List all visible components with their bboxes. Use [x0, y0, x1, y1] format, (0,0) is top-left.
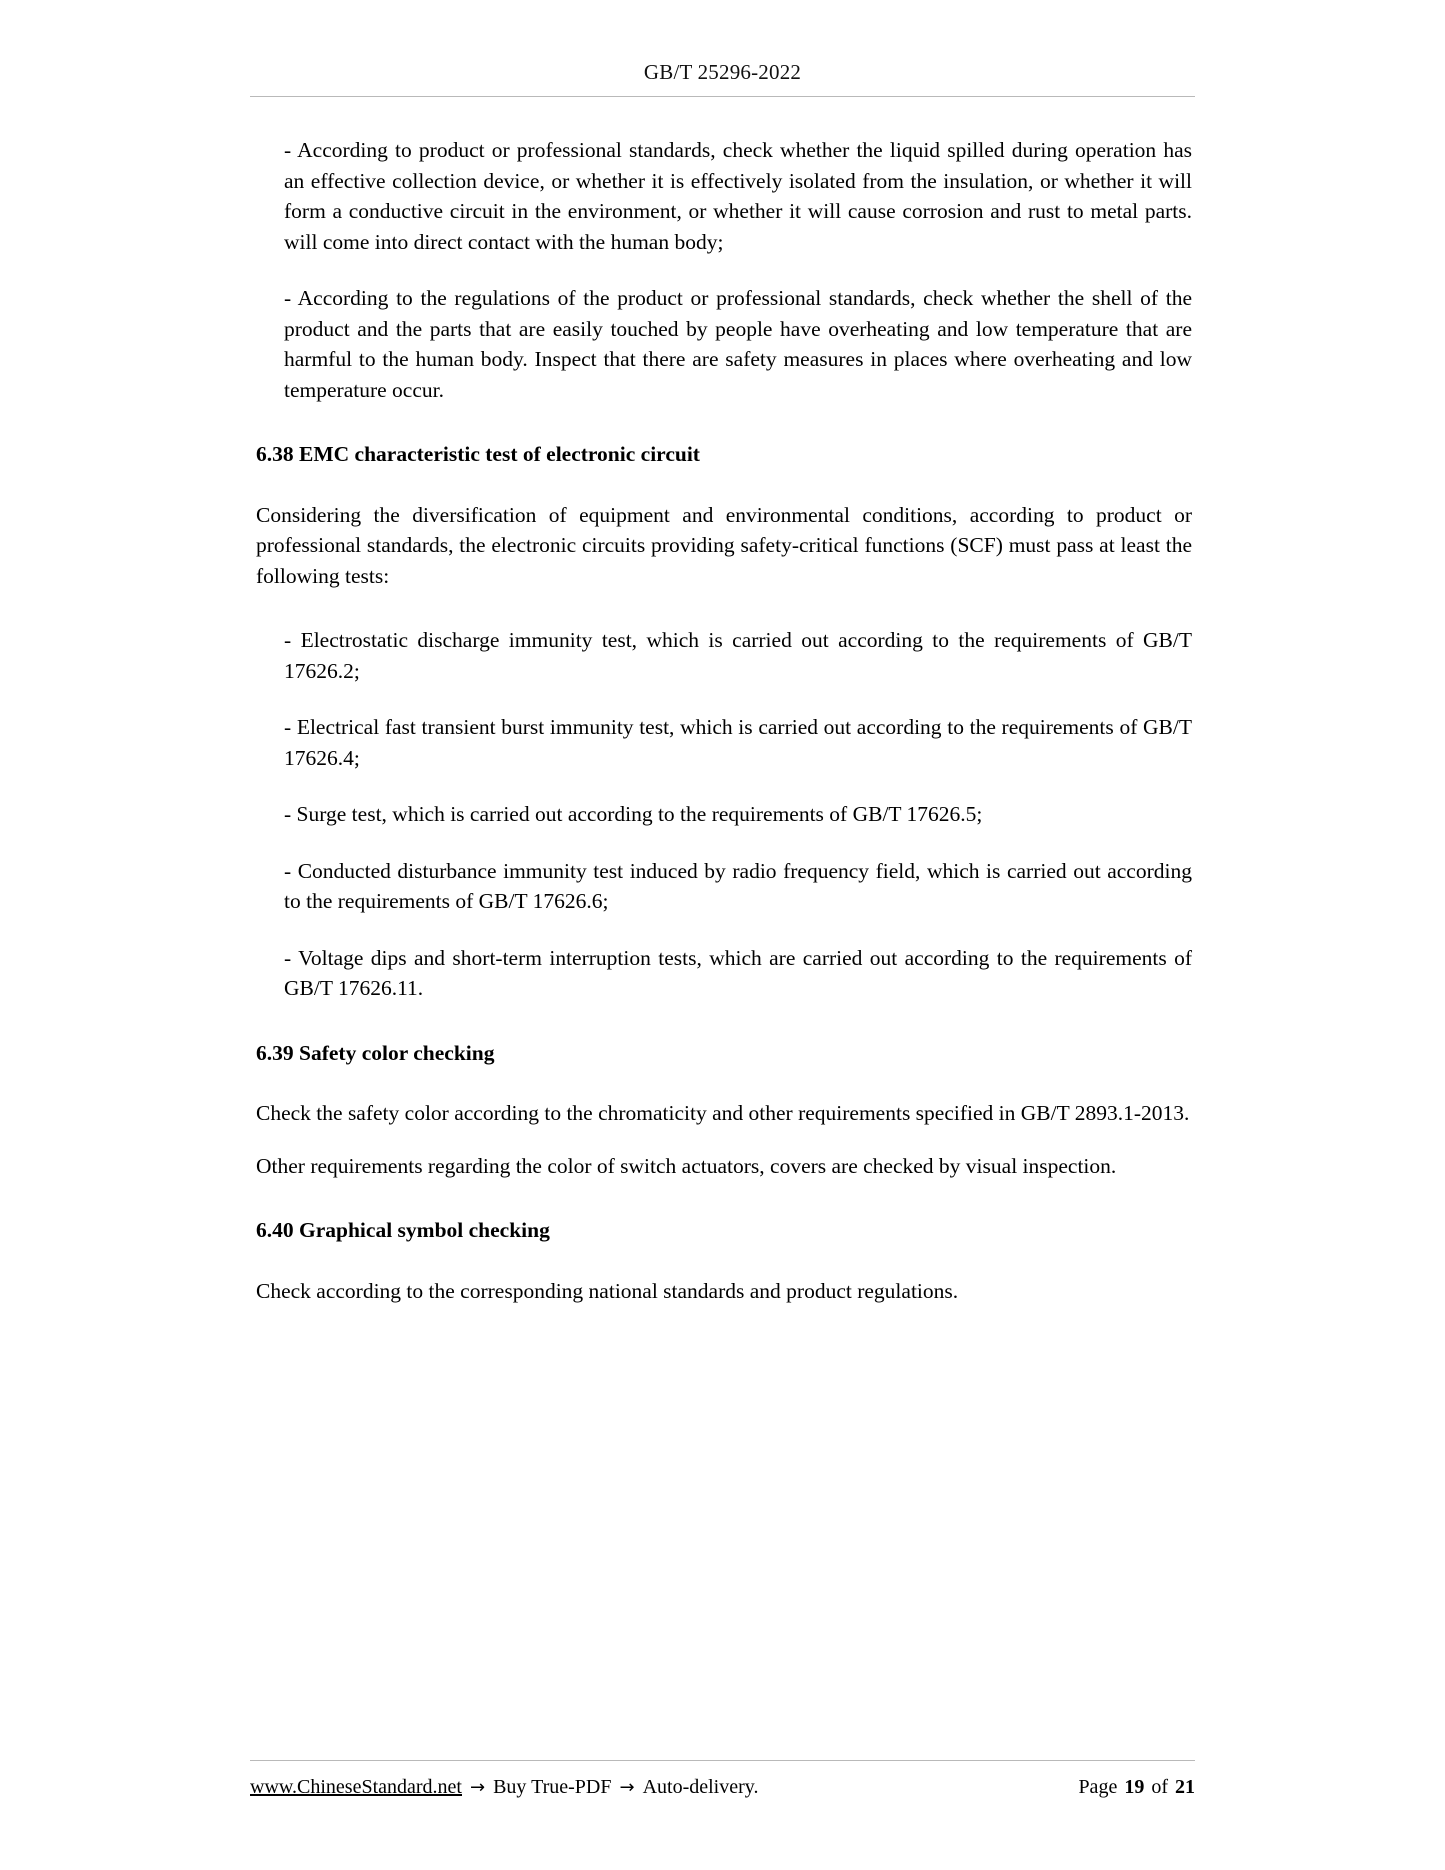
page-footer	[250, 1776, 1195, 1799]
footer-page-label: Page	[1078, 1776, 1118, 1798]
paragraph-safety-color-1: Check the safety color according to the chromaticity and other requirements specified in GB/T 2893.1-2013.	[256, 1101, 1190, 1126]
section-heading-6-39: 6.39 Safety color checking	[256, 1040, 495, 1065]
page-header	[250, 60, 1195, 85]
footer-left-group	[250, 1776, 758, 1799]
paragraph-emc-item-1: - Electrostatic discharge immunity test, which is carried out according to the requirements of GB/T 17626.2;	[284, 628, 1192, 683]
paragraph-graphical-symbol-1: Check according to the corresponding national standards and product regulations.	[256, 1278, 959, 1303]
section-heading-6-38: 6.38 EMC characteristic test of electronic circuit	[256, 442, 700, 467]
paragraph-emc-item-2: - Electrical fast transient burst immunity test, which is carried out according to the requirements of GB/T 17626.4;	[284, 715, 1192, 770]
paragraph-dash-liquid: - According to product or professional standards, check whether the liquid spilled during operation has an effective collection device, or whether it is effectively isolated from the insulation, or whether it will form a conductive circuit in the environment, or whether it will cause corrosion and rust to metal parts. will come into direct contact with the human body;	[284, 138, 1192, 254]
footer-delivery-label: Auto-delivery.	[642, 1776, 759, 1798]
arrow-right-icon-2: →	[619, 1777, 635, 1798]
paragraph-emc-item-5: - Voltage dips and short-term interruption tests, which are carried out according to the requirements of GB/T 17626.11.	[284, 945, 1192, 1001]
page-content	[256, 135, 1192, 1332]
paragraph-safety-color-2: Other requirements regarding the color of switch actuators, covers are checked by visual inspection.	[256, 1153, 1117, 1178]
footer-divider	[250, 1760, 1195, 1761]
footer-buy-label: Buy True-PDF	[493, 1776, 612, 1798]
paragraph-emc-intro: Considering the diversification of equipment and environmental conditions, according to product or professional standards, the electronic circuits providing safety-critical functions (SCF) must pass at least the following tests:	[256, 502, 1192, 588]
paragraph-dash-shell: - According to the regulations of the product or professional standards, check whether the shell of the product and the parts that are easily touched by people have overheating and low temperature that are harmful to the human body. Inspect that there are safety measures in places where overheating and low temperature occur.	[284, 286, 1192, 402]
section-heading-6-40: 6.40 Graphical symbol checking	[256, 1218, 550, 1243]
footer-of-label: of	[1151, 1776, 1168, 1798]
paragraph-emc-item-4: - Conducted disturbance immunity test induced by radio frequency field, which is carried out according to the requirements of GB/T 17626.6;	[284, 858, 1192, 914]
footer-page-total: 21	[1175, 1776, 1195, 1798]
paragraph-emc-item-3: - Surge test, which is carried out according to the requirements of GB/T 17626.5;	[284, 802, 983, 827]
header-standard-number: GB/T 25296-2022	[643, 60, 802, 84]
arrow-right-icon: →	[470, 1777, 486, 1798]
footer-site-link[interactable]: www.ChineseStandard.net	[250, 1776, 462, 1798]
footer-page-number: 19	[1124, 1776, 1145, 1798]
footer-page-indicator	[1078, 1776, 1195, 1799]
header-divider	[250, 96, 1195, 97]
